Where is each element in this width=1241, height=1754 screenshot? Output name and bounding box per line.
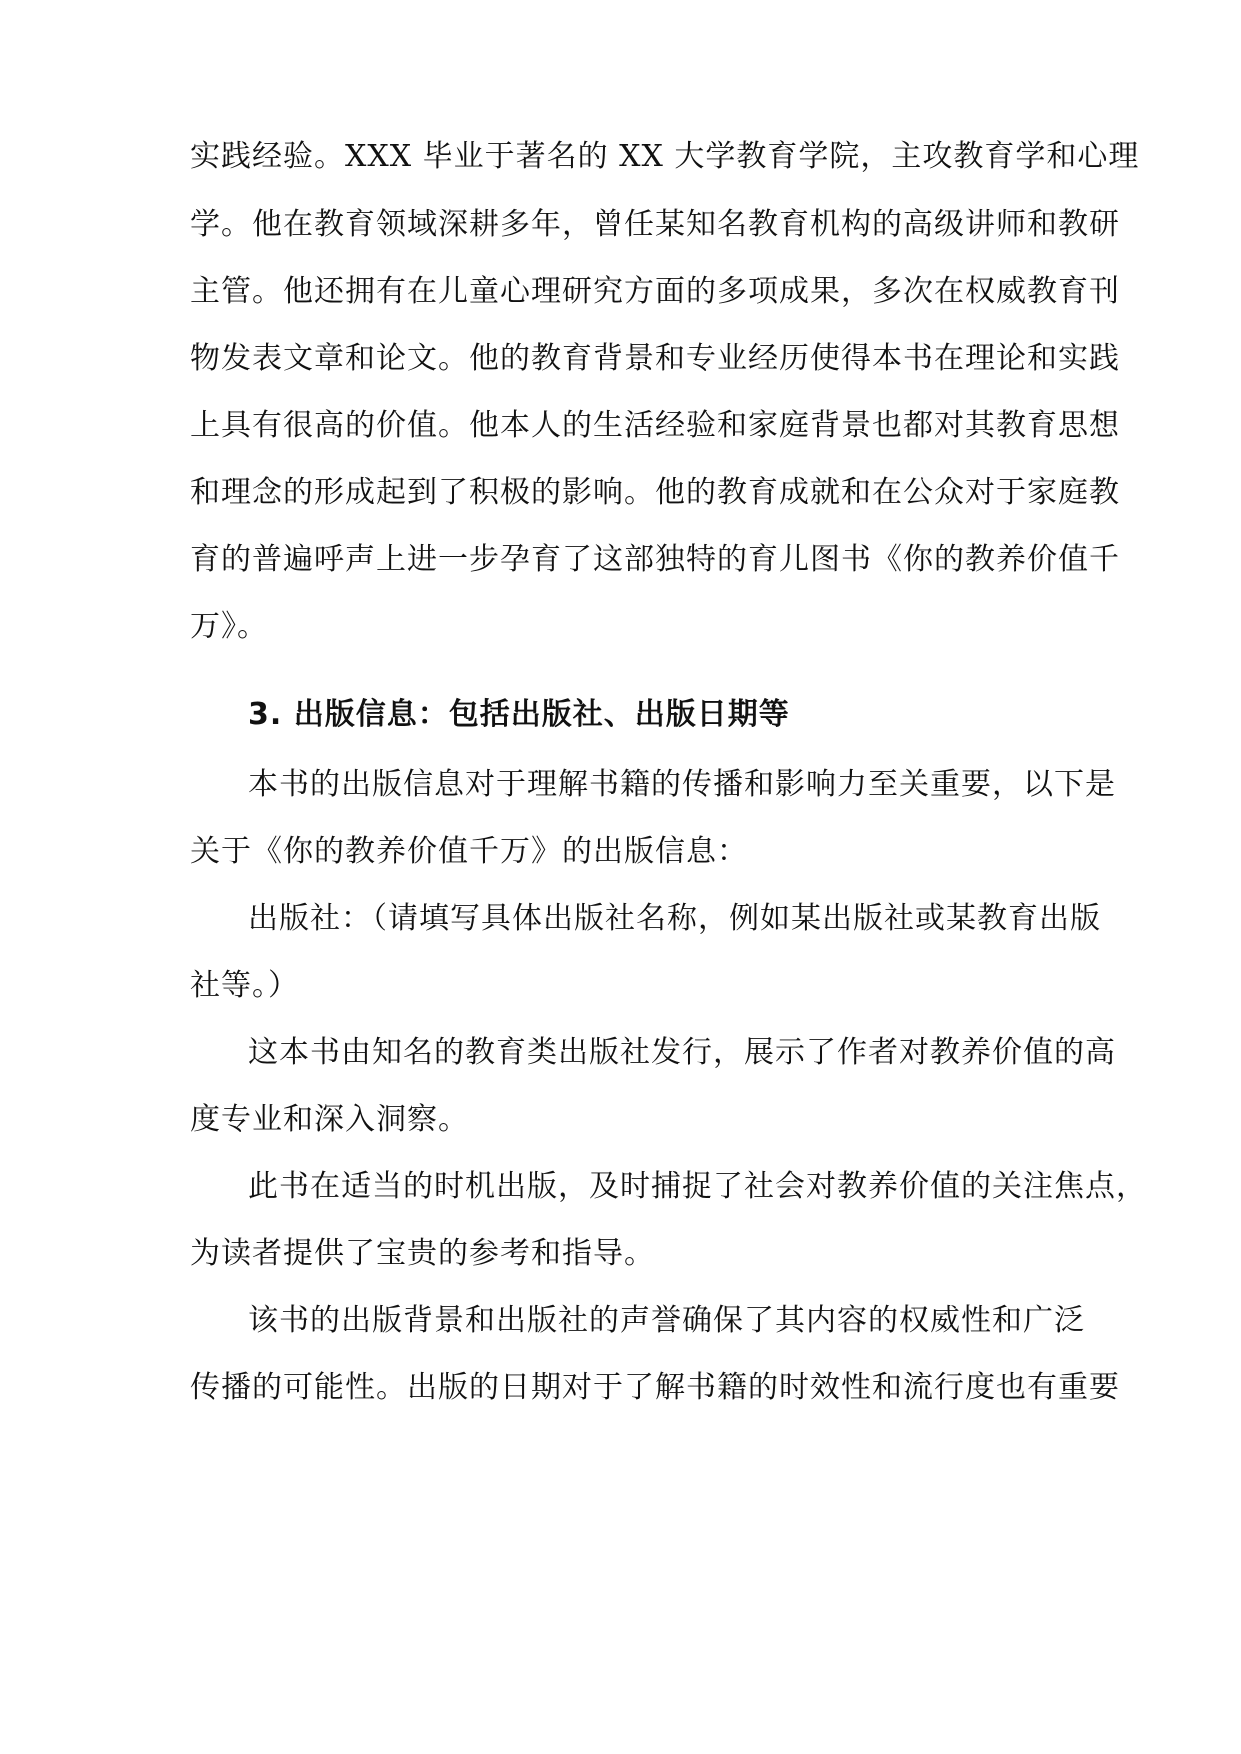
text-line: 度专业和深入洞察。 (190, 1102, 469, 1137)
text-line: 出版社：（请填写具体出版社名称，例如某出版社或某教育出版 (248, 901, 1101, 936)
text-line: 物发表文章和论文。他的教育背景和专业经历使得本书在理论和实践 (190, 341, 1120, 376)
text-line: 传播的可能性。出版的日期对于了解书籍的时效性和流行度也有重要 (190, 1370, 1120, 1405)
text-line: 这本书由知名的教育类出版社发行，展示了作者对教养价值的高 (248, 1035, 1116, 1070)
text-line: 本书的出版信息对于理解书籍的传播和影响力至关重要，以下是 (248, 767, 1116, 802)
text-line: 社等。） (190, 968, 299, 1003)
text-line: 主管。他还拥有在儿童心理研究方面的多项成果，多次在权威教育刊 (190, 274, 1120, 309)
text-line: 万》。 (190, 609, 268, 644)
text-line: 和理念的形成起到了积极的影响。他的教育成就和在公众对于家庭教 (190, 475, 1120, 510)
text-line: 该书的出版背景和出版社的声誉确保了其内容的权威性和广泛 (248, 1303, 1085, 1338)
section-heading: 3. 出版信息：包括出版社、出版日期等 (248, 697, 790, 732)
text-line: 育的普遍呼声上进一步孕育了这部独特的育儿图书《你的教养价值千 (190, 542, 1120, 577)
text-line: 关于《你的教养价值千万》的出版信息： (190, 834, 748, 869)
text-line: 上具有很高的价值。他本人的生活经验和家庭背景也都对其教育思想 (190, 408, 1120, 443)
text-line: 此书在适当的时机出版，及时捕捉了社会对教养价值的关注焦点， (248, 1169, 1147, 1204)
text-line: 实践经验。XXX 毕业于著名的 XX 大学教育学院，主攻教育学和心理 (190, 139, 1140, 174)
text-line: 为读者提供了宝贵的参考和指导。 (190, 1236, 655, 1271)
text-line: 学。他在教育领域深耕多年，曾任某知名教育机构的高级讲师和教研 (190, 207, 1120, 242)
